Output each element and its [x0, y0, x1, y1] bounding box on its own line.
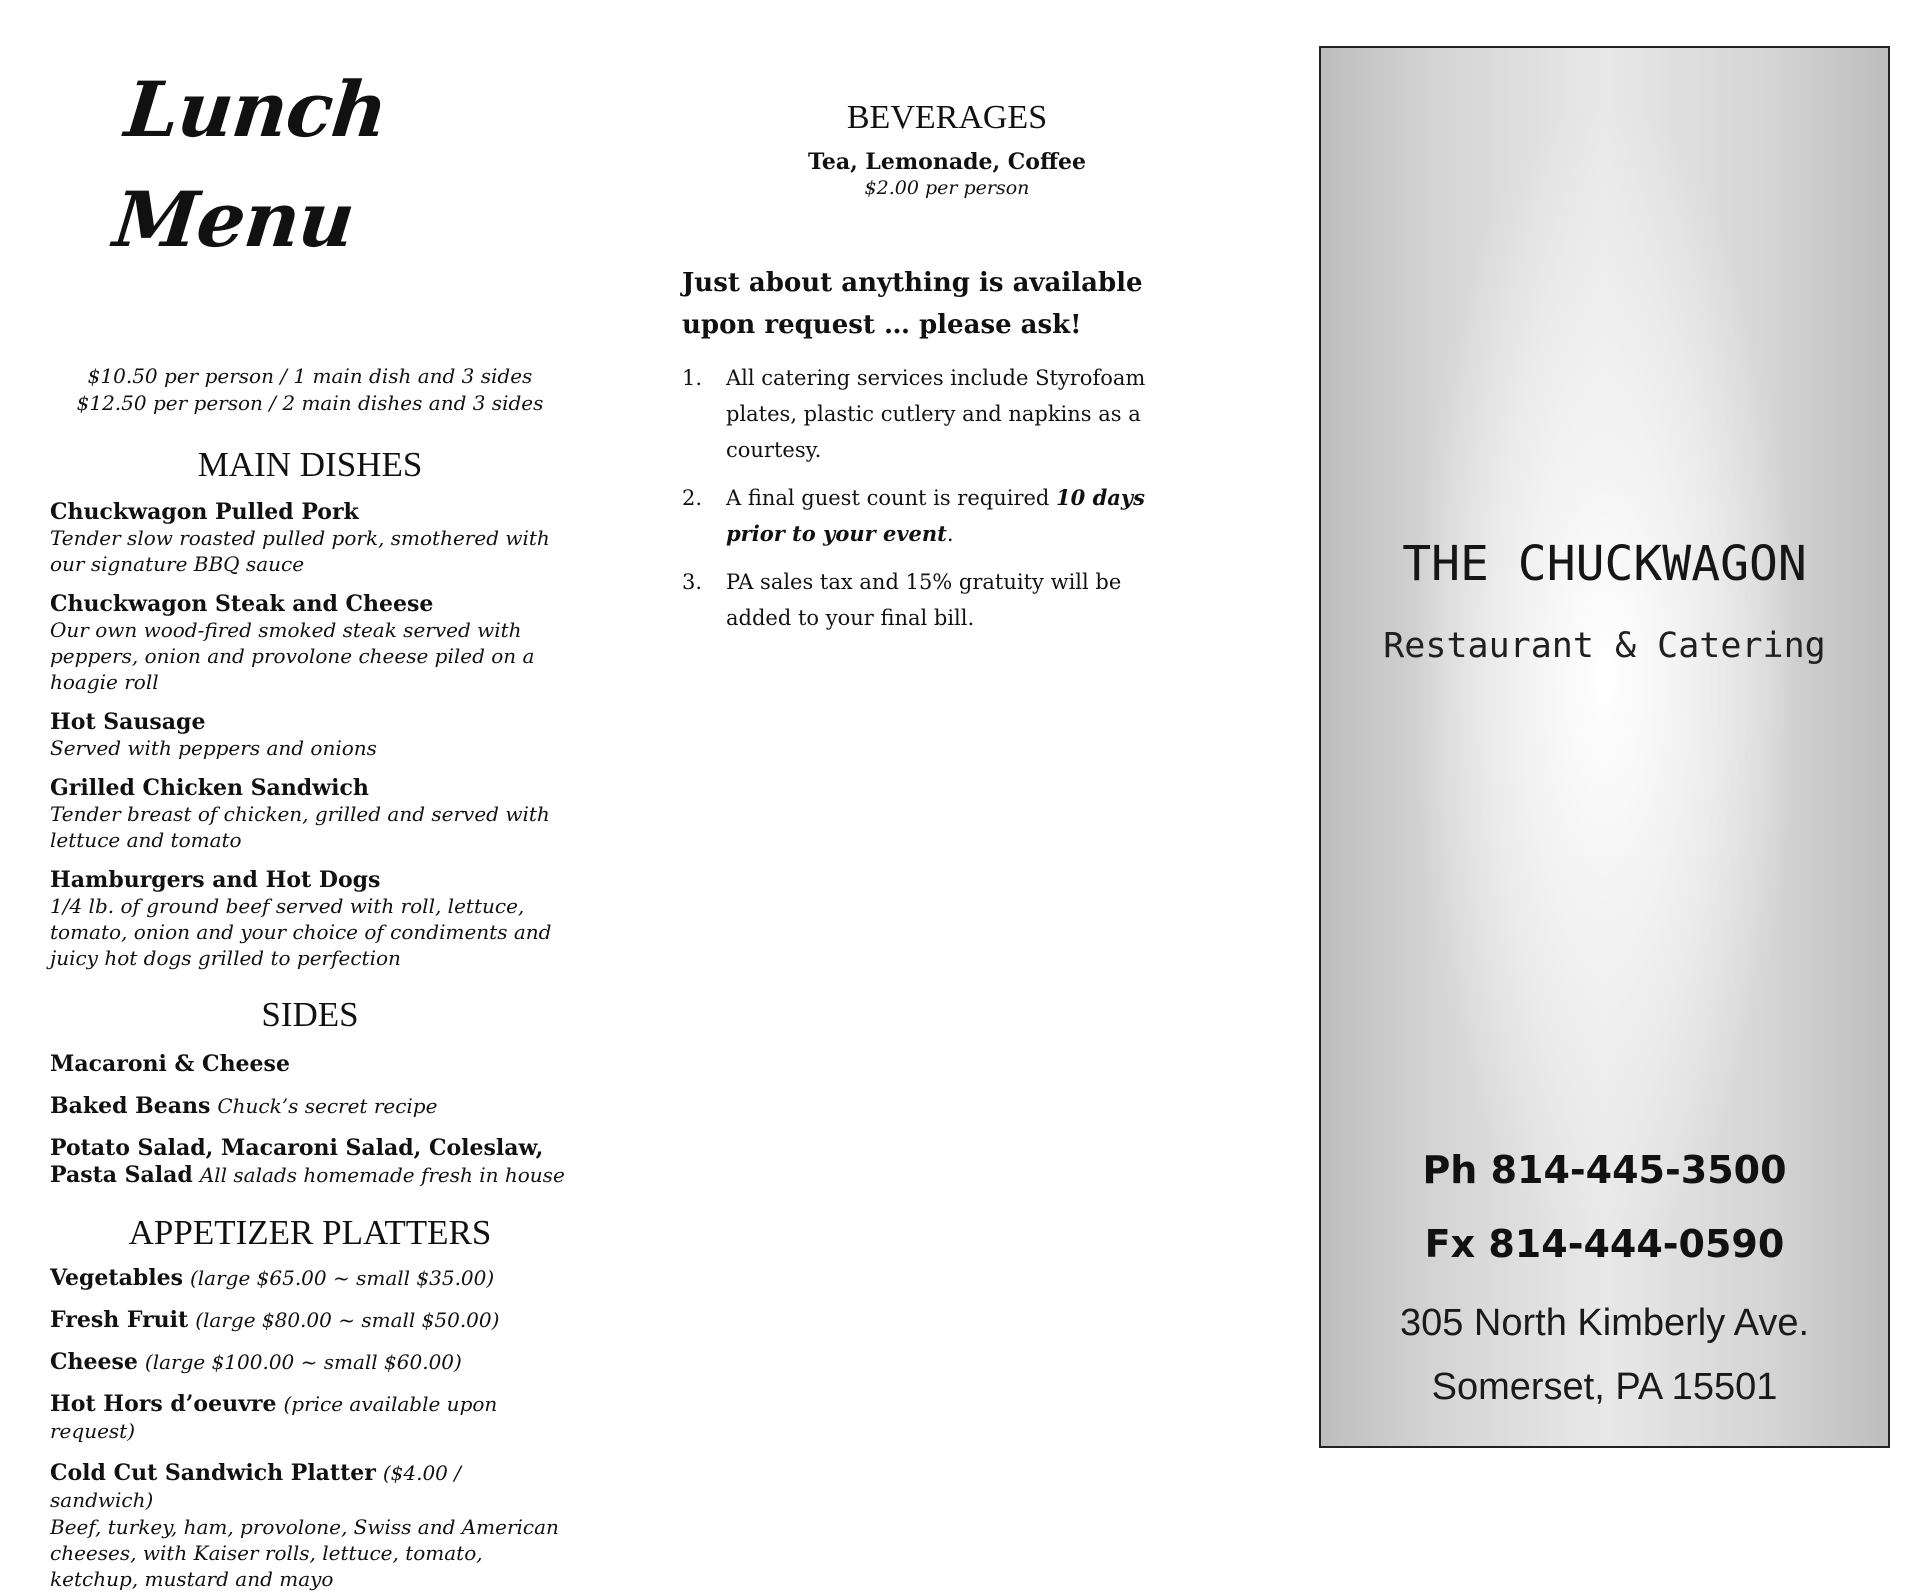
side-item	[50, 1135, 570, 1189]
menu-item-desc: Our own wood-fired smoked steak served with peppers, onion and provolone cheese piled on a hoagie roll	[50, 618, 535, 694]
address-city: Somerset, PA 15501	[1431, 1366, 1778, 1408]
menu-item-desc: Served with peppers and onions	[50, 736, 377, 760]
side-item-name: Potato Salad, Macaroni Salad, Coleslaw, Pasta Salad	[50, 1135, 544, 1188]
main-dishes-list	[50, 499, 570, 971]
terms-item	[682, 564, 1192, 636]
terms-item	[682, 360, 1192, 468]
terms-text: All catering services include Styrofoam plates, plastic cutlery and napkins as a courtesy.	[726, 366, 1146, 462]
appetizer-price: (price available upon request)	[50, 1392, 498, 1443]
appetizer-name: Cold Cut Sandwich Platter	[50, 1460, 376, 1486]
appetizers-list	[50, 1265, 570, 1592]
appetizer-name: Hot Hors d’oeuvre	[50, 1391, 277, 1417]
terms-item	[682, 480, 1192, 552]
menu-item	[50, 591, 570, 695]
middle-column	[682, 98, 1222, 648]
menu-item-name: Grilled Chicken Sandwich	[50, 775, 369, 801]
terms-number: 2.	[682, 486, 703, 510]
menu-title: Lunch Menu	[109, 65, 391, 264]
phone-number: Ph 814-445-3500	[1422, 1148, 1787, 1192]
sides-heading: SIDES	[261, 995, 359, 1034]
terms-text: PA sales tax and 15% gratuity will be added to your final bill.	[726, 570, 1122, 630]
menu-item-name: Hot Sausage	[50, 709, 206, 735]
menu-item-desc: Tender breast of chicken, grilled and served with lettuce and tomato	[50, 802, 550, 852]
pricing-line: $10.50 per person / 1 main dish and 3 sides	[87, 364, 533, 388]
fax-number: Fx 814-444-0590	[1424, 1222, 1785, 1266]
appetizer-item	[50, 1265, 570, 1292]
menu-item-desc: Tender slow roasted pulled pork, smothered with our signature BBQ sauce	[50, 526, 550, 576]
menu-item-name: Chuckwagon Steak and Cheese	[50, 591, 434, 617]
address-street: 305 North Kimberly Ave.	[1399, 1302, 1810, 1344]
appetizer-name: Cheese	[50, 1349, 138, 1375]
menu-item-desc: 1/4 lb. of ground beef served with roll, lettuce, tomato, onion and your choice of condiments and juicy hot dogs grilled to perfection	[50, 894, 552, 970]
terms-number: 1.	[682, 366, 703, 390]
side-item	[50, 1051, 570, 1078]
request-headline: Just about anything is available upon request … please ask!	[682, 268, 1143, 340]
appetizer-name: Fresh Fruit	[50, 1307, 189, 1333]
beverages-items: Tea, Lemonade, Coffee	[807, 149, 1087, 175]
appetizer-price: (large $80.00 ~ small $50.00)	[195, 1308, 500, 1332]
appetizer-item	[50, 1349, 570, 1376]
appetizer-price: (large $100.00 ~ small $60.00)	[144, 1350, 462, 1374]
beverages-heading: BEVERAGES	[846, 99, 1048, 136]
menu-item	[50, 867, 570, 971]
cover-panel	[1319, 46, 1890, 1448]
side-item	[50, 1093, 570, 1120]
restaurant-tagline: Restaurant & Catering	[1383, 626, 1826, 666]
terms-emphasis: 10 days prior to your event	[726, 485, 1145, 546]
pricing-block	[50, 363, 570, 417]
terms-text-end: .	[946, 522, 954, 546]
menu-item	[50, 709, 570, 761]
restaurant-name: THE CHUCKWAGON	[1402, 536, 1807, 592]
appetizer-item	[50, 1391, 570, 1445]
appetizer-desc: Beef, turkey, ham, provolone, Swiss and American cheeses, with Kaiser rolls, lettuce, tomato, ketchup, mustard and mayo	[50, 1515, 559, 1591]
side-item-name: Macaroni & Cheese	[50, 1051, 290, 1077]
pricing-line: $12.50 per person / 2 main dishes and 3 sides	[76, 391, 544, 415]
sides-list	[50, 1051, 570, 1189]
main-dishes-heading: MAIN DISHES	[197, 445, 423, 484]
menu-item	[50, 499, 570, 577]
side-item-note: Chuck’s secret recipe	[217, 1094, 438, 1118]
side-item-note: All salads homemade fresh in house	[199, 1163, 565, 1187]
appetizer-price: (large $65.00 ~ small $35.00)	[189, 1266, 495, 1290]
appetizers-heading: APPETIZER PLATTERS	[128, 1213, 492, 1252]
appetizer-name: Vegetables	[50, 1265, 183, 1291]
beverages-price: $2.00 per person	[864, 177, 1030, 199]
menu-item-name: Hamburgers and Hot Dogs	[50, 867, 381, 893]
menu-item	[50, 775, 570, 853]
appetizer-price: ($4.00 / sandwich)	[50, 1461, 461, 1512]
appetizer-item	[50, 1307, 570, 1334]
terms-list	[682, 360, 1192, 636]
side-item-name: Baked Beans	[50, 1093, 211, 1119]
terms-number: 3.	[682, 570, 703, 594]
menu-item-name: Chuckwagon Pulled Pork	[50, 499, 359, 525]
appetizer-item	[50, 1460, 570, 1592]
left-column	[50, 55, 570, 1592]
terms-text: A final guest count is required	[726, 486, 1057, 510]
